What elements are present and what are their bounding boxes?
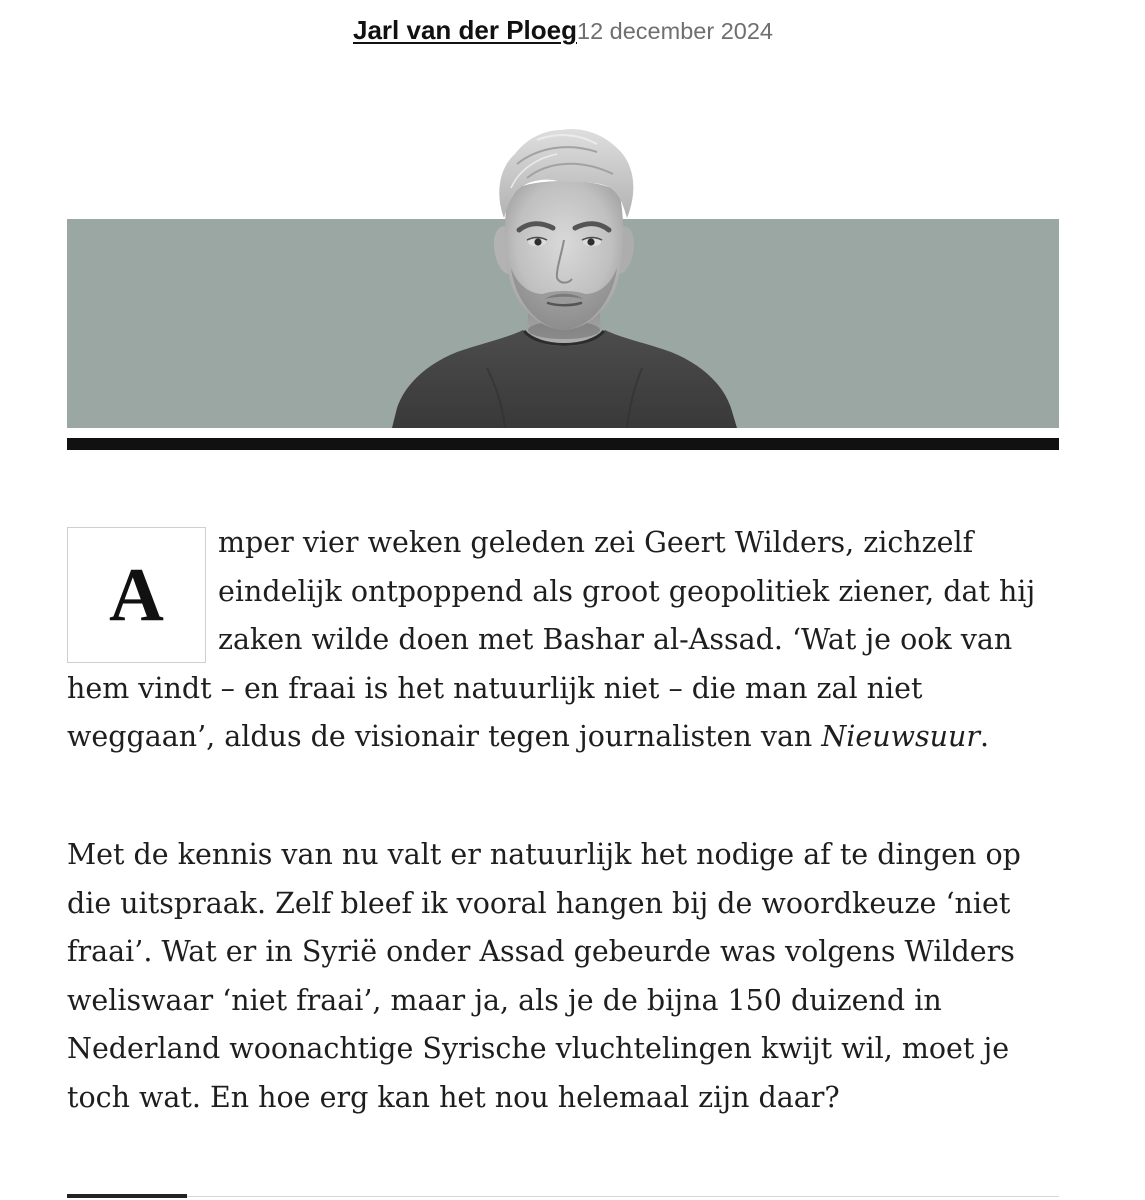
- paragraph-line: toch wat. En hoe erg kan het nou helemaal zijn daar?: [67, 1080, 840, 1114]
- person-iris-right: [587, 238, 594, 245]
- paragraph-line: Met de kennis van nu valt er natuurlijk het nodige af te dingen op: [67, 838, 1021, 871]
- paragraph-line: die uitspraak. Zelf bleef ik vooral hangen bij de woordkeuze ‘niet: [67, 886, 1011, 920]
- drop-cap-letter: A: [109, 553, 164, 637]
- paragraph-line: zaken wilde doen met Bashar al-Assad. ‘Wat je ook van: [218, 623, 1013, 656]
- paragraph-line: eindelijk ontpoppend als groot geopolitiek ziener, dat hij: [218, 574, 1036, 608]
- paragraph-line: mper vier weken geleden zei Geert Wilders, zichzelf: [218, 526, 974, 559]
- person-iris-left: [534, 238, 541, 245]
- paragraph-line: fraai’. Wat er in Syrië onder Assad gebeurde was volgens Wilders: [67, 935, 1015, 968]
- paragraph-line: Nederland woonachtige Syrische vluchtelingen kwijt wil, moet je: [67, 1032, 1010, 1065]
- paragraph-line: [67, 713, 1059, 762]
- paragraph-line-text: weggaan’, aldus de visionair tegen journalisten van: [67, 720, 813, 753]
- article-paragraph: [67, 519, 1059, 762]
- paragraph-line: hem vindt – en fraai is het natuurlijk niet – die man zal niet: [67, 671, 923, 705]
- byline: [67, 10, 1059, 50]
- separator-accent: [67, 1194, 187, 1198]
- italic-program-name: Nieuwsuur: [821, 720, 980, 753]
- paragraph-line-end: .: [980, 720, 990, 753]
- publish-date: 12 december 2024: [577, 18, 773, 44]
- photo-divider-bar: [67, 438, 1059, 450]
- author-photo: [67, 118, 1059, 428]
- article-paragraph: [67, 831, 1059, 1122]
- section-separator: [67, 1196, 1059, 1197]
- author-link[interactable]: Jarl van der Ploeg: [353, 15, 577, 45]
- paragraph-line: weliswaar ‘niet fraai’, maar ja, als je de bijna 150 duizend in: [67, 983, 942, 1017]
